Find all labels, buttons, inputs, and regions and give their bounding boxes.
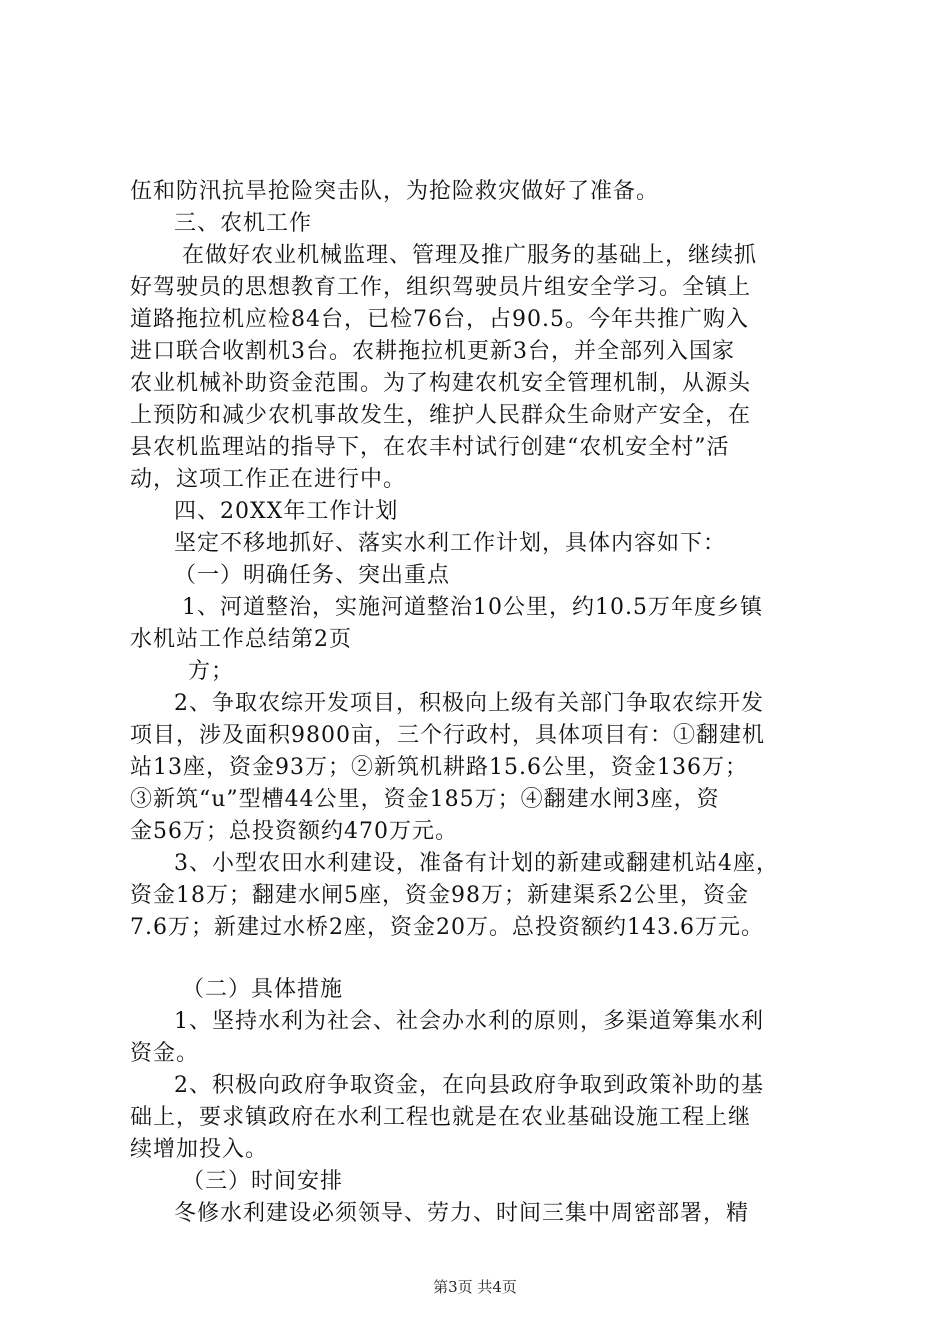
subsection-heading: （一）明确任务、突出重点: [174, 563, 451, 588]
document-body: [130, 176, 850, 1230]
paragraph-line: 续增加投入。: [130, 1137, 269, 1162]
subsection-heading: （二）具体措施: [182, 977, 344, 1002]
paragraph-line: 资金18万；翻建水闸5座，资金98万；新建渠系2公里，资金: [130, 883, 749, 908]
paragraph-line: 上预防和减少农机事故发生，维护人民群众生命财产安全，在: [130, 403, 752, 428]
paragraph-line: 站13座，资金93万；②新筑机耕路15.6公里，资金136万；: [130, 755, 748, 780]
paragraph-line: 进口联合收割机3台。农耕拖拉机更新3台，并全部列入国家: [130, 339, 735, 364]
section-heading: 四、20XX年工作计划: [174, 499, 399, 524]
paragraph-line: 农业机械补助资金范围。为了构建农机安全管理机制，从源头: [130, 371, 752, 396]
paragraph-line: 水机站工作总结第2页: [130, 627, 352, 652]
page-footer: 第3页 共4页: [433, 1278, 517, 1296]
paragraph-line: 好驾驶员的思想教育工作，组织驾驶员片组安全学习。全镇上: [130, 275, 752, 300]
paragraph-line: 县农机监理站的指导下，在农丰村试行创建“农机安全村”活: [130, 435, 730, 460]
paragraph-line: 1、河道整治，实施河道整治10公里，约10.5万年度乡镇: [182, 595, 763, 620]
blank-line: [130, 944, 850, 974]
paragraph-line: 1、坚持水利为社会、社会办水利的原则，多渠道筹集水利: [174, 1009, 764, 1034]
paragraph-line: 动，这项工作正在进行中。: [130, 467, 407, 492]
paragraph-line: 在做好农业机械监理、管理及推广服务的基础上，继续抓: [182, 243, 758, 268]
paragraph-line: 2、积极向政府争取资金，在向县政府争取到政策补助的基: [174, 1073, 764, 1098]
paragraph-line: 冬修水利建设必须领导、劳力、时间三集中周密部署，精: [174, 1201, 750, 1226]
paragraph-line: 资金。: [130, 1041, 200, 1066]
paragraph-line: 伍和防汛抗旱抢险突击队，为抢险救灾做好了准备。: [130, 179, 660, 204]
paragraph-line: 项目，涉及面积9800亩，三个行政村，具体项目有：①翻建机: [130, 723, 765, 748]
paragraph-line: 7.6万；新建过水桥2座，资金20万。总投资额约143.6万元。: [130, 915, 764, 940]
paragraph-line: 金56万；总投资额约470万元。: [130, 819, 458, 844]
subsection-heading: （三）时间安排: [182, 1169, 344, 1194]
paragraph-line: 础上，要求镇政府在水利工程也就是在农业基础设施工程上继: [130, 1105, 752, 1130]
paragraph-line: 道路拖拉机应检84台，已检76台，占90.5。今年共推广购入: [130, 307, 749, 332]
paragraph-line: 3、小型农田水利建设，准备有计划的新建或翻建机站4座，: [174, 851, 779, 876]
paragraph-line: 2、争取农综开发项目，积极向上级有关部门争取农综开发: [174, 691, 764, 716]
paragraph-line: 坚定不移地抓好、落实水利工作计划，具体内容如下：: [174, 531, 727, 556]
section-heading: 三、农机工作: [174, 211, 313, 236]
paragraph-line: ③新筑“u”型槽44公里，资金185万；④翻建水闸3座，资: [130, 787, 720, 812]
paragraph-line: 方；: [188, 659, 235, 684]
